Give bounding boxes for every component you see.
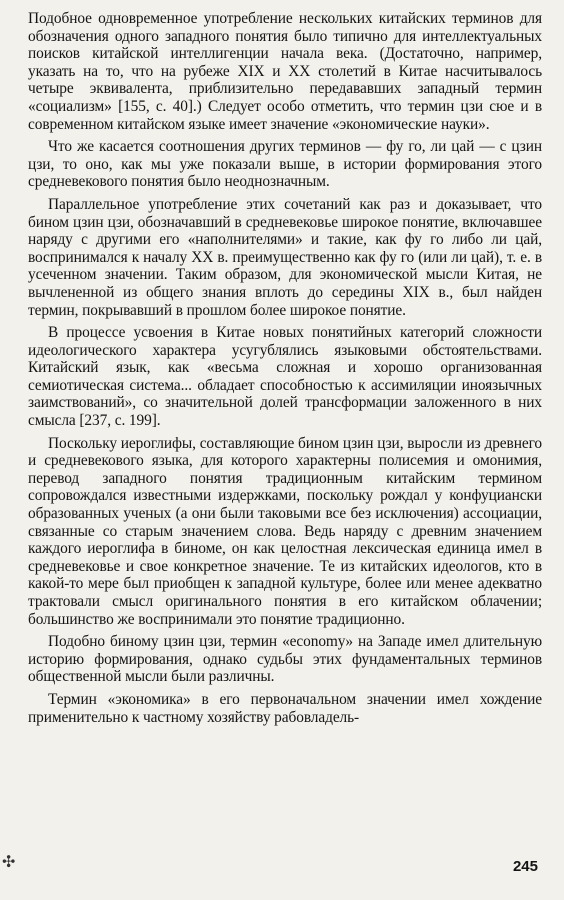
scan-mark-icon: ✣ (2, 852, 16, 871)
paragraph-6: Подобно биному цзин цзи, термин «economy» на Западе имел длительную историю формирования, однако судьбы этих фундаментальных терминов общественной мысли были различны. (28, 633, 542, 686)
paragraph-5: Поскольку иероглифы, составляющие бином цзин цзи, выросли из древнего и средневекового языка, для которого характерны полисемия и омонимия, перевод западного понятия традиционным китайским термином сопровождался известными издержками, поскольку рождал у конфуциански образованных ученых (а они были таковыми все без исключения) ассоциации, связанные со старым значением слова. Ведь наряду с древним значением каждого иероглифа в биноме, он как целостная лексическая единица имел в средневековье и свое конкретное значение. Те из китайских идеологов, кто в какой-то мере был приобщен к западной культуре, более или менее адекватно трактовали смысл оригинального понятия в его китайском облачении; большинство же воспринимали это понятие традиционно. (28, 434, 542, 628)
paragraph-2: Что же касается соотношения других терминов — фу го, ли цай — с цзин цзи, то оно, как мы уже показали выше, в истории формирования этого средневекового понятия было неоднозначным. (28, 138, 542, 191)
paragraph-1: Подобное одновременное употребление нескольких китайских терминов для обозначения одного западного понятия было типично для интеллектуальных поисков китайской интеллигенции начала века. (Достаточно, например, указать на то, что на рубеже XIX и XX столетий в Китае насчитывалось четыре эквивалента, приблизительно передававших западный термин «социализм» [155, с. 40].) Следует особо отметить, что термин цзи сюе и в современном китайском языке имеет значение «экономические науки». (28, 10, 542, 133)
paragraph-7: Термин «экономика» в его первоначальном значении имел хождение применительно к частному хозяйству рабовладель- (28, 690, 542, 726)
page-number: 245 (512, 858, 538, 875)
paragraph-3: Параллельное употребление этих сочетаний как раз и доказывает, что бином цзин цзи, обозначавший в средневековье широкое понятие, включавшее наряду с другими его «наполнителями» и такие, как фу го либо ли цай, воспринимался к началу XX в. преимущественно как фу го (или ли цай), т. е. в усеченном значении. Таким образом, для экономической мысли Китая, не вычлененной из общего знания вплоть до середины XIX в., был найден термин, покрывавший в прошлом более широкое понятие. (28, 195, 542, 319)
paragraph-4: В процессе усвоения в Китае новых понятийных категорий сложности идеологического характера усугублялись языковыми обстоятельствами. Китайский язык, как «весьма сложная и хорошо организованная семиотическая система... обладает способностью к ассимиляции иноязычных заимствований», со значительной долей трансформации заложенного в них смысла [237, с. 199]. (28, 324, 542, 430)
